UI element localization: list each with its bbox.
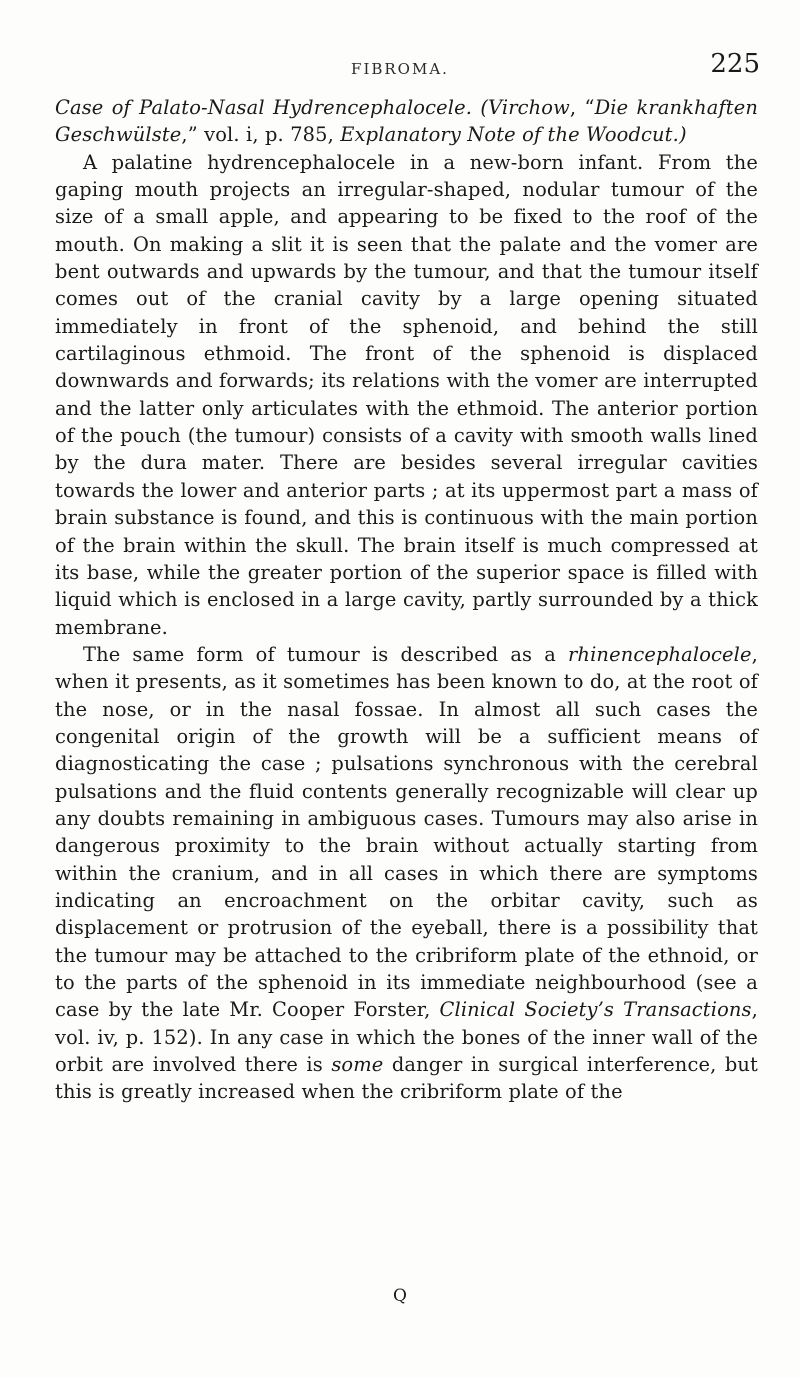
case-title: Case of Palato-Nasal Hydrencephalocele. [55,96,473,119]
signature-mark: Q [393,1286,407,1306]
paragraph-2 [55,641,758,1106]
paragraph-2-journal: Clinical Society’s Transactions [439,998,752,1022]
heading-close-paren: ) [678,123,687,147]
paragraph-2-part-2: , when it presents, as it sometimes has been known to do, at the root of the nose, or in the nasal fossae. In almost all such cases the congenital origin of the growth will be a sufficient means of diagnosticating the case ; pulsations synchronous with the cerebral pulsations and the fluid contents generally recognizable will clear up any doubts remaining in ambiguous cases. Tumours may also arise in dangerous proximity to the brain without actually starting from within the cranium, and in all cases in which there are symptoms indicating an encroachment on the orbitar cavity, such as displacement or protrusion of the eyeball, there is a possibility that the tumour may be attached to the cribriform plate of the ethnoid, or to the parts of the sphenoid in its immediate neighbourhood (see a case by the late Mr. Cooper Forster, [55,642,758,1022]
heading-work: Die krankhaften Geschwülste [55,96,758,147]
body-text [55,94,758,1106]
running-title: FIBROMA. [351,60,449,78]
heading-citation: ,” vol. i, p. 785, [181,123,341,147]
heading-author: Virchow [488,96,570,119]
heading-sep: , “ [569,96,595,119]
paragraph-1: A palatine hydrencephalocele in a new-born infant. From the gaping mouth projects an irregular-shaped, nodular tumour of the size of a small apple, and appearing to be fixed to the roof of the mouth. On making a slit it is seen that the palate and the vomer are bent outwards and upwards by the tumour, and that the tumour itself comes out of the cranial cavity by a large opening situated immediately in front of the sphenoid, and behind the still cartilaginous ethmoid. The front of the sphenoid is displaced downwards and forwards; its relations with the vomer are interrupted and the latter only articulates with the ethmoid. The anterior portion of the pouch (the tumour) consists of a cavity with smooth walls lined by the dura mater. There are besides several irregular cavities towards the lower and anterior parts ; at its uppermost part a mass of brain substance is found, and this is continuous with the main portion of the brain within the skull. The brain itself is much compressed at its base, while the greater portion of the superior space is filled with liquid which is enclosed in a large cavity, partly surrounded by a thick membrane. [55,150,758,639]
paragraph-2-part-1: The same form of tumour is described as a [83,642,569,666]
paragraph-2-emphasis: some [331,1053,384,1077]
heading-note: Explanatory Note of the Woodcut. [340,123,679,147]
paragraph-2-part-4: danger in surgical interference, but this is greatly increased when the cribriform plate of the [55,1053,758,1104]
heading-open-paren: ( [480,96,489,119]
paragraph-2-part-3: , vol. iv, p. 152). In any case in which the bones of the inner wall of the orbit are involved there is [55,998,758,1077]
paragraph-2-term: rhinencephalocele [568,642,752,666]
page-number: 225 [710,49,760,79]
case-heading [55,94,758,149]
